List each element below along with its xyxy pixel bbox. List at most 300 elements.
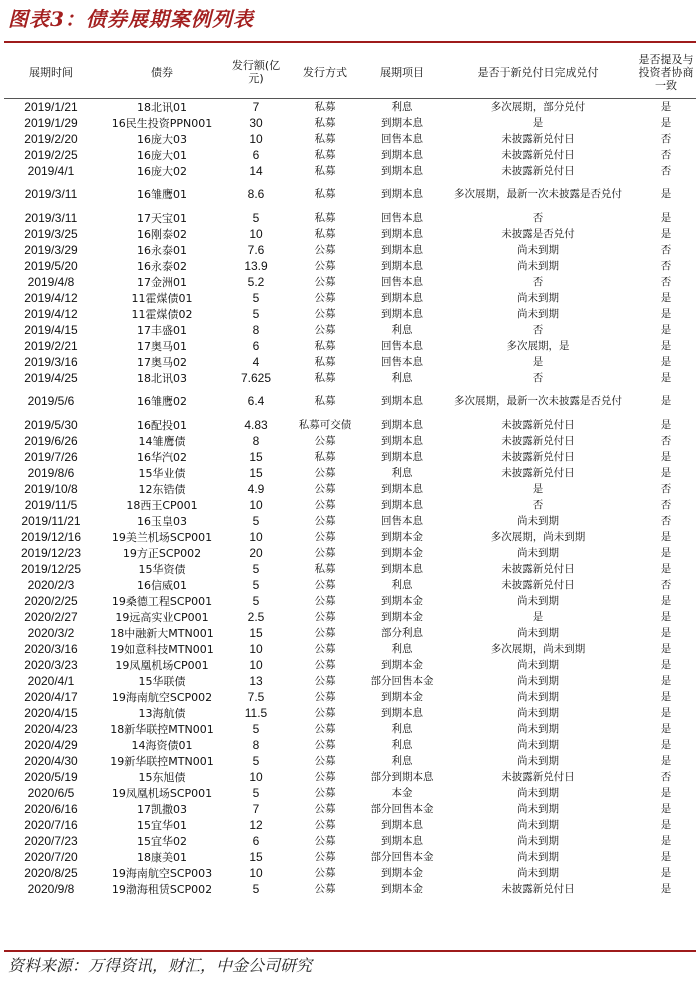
- cell-method: 公募: [314, 275, 336, 288]
- cell-item: 到期本息: [381, 418, 423, 431]
- cell-date: 2020/3/23: [24, 657, 78, 672]
- cell-amount: 5: [252, 785, 260, 800]
- cell-method: 公募: [314, 307, 336, 320]
- cell-amount: 5: [252, 561, 260, 576]
- table-row: [4, 785, 696, 801]
- cell-method: 公募: [314, 690, 336, 703]
- cell-item: 到期本息: [381, 706, 423, 719]
- cell-agree: 是: [660, 754, 672, 767]
- cell-date: 2020/6/5: [27, 785, 75, 800]
- table-row: [4, 242, 696, 258]
- cell-status: 尚未到期: [517, 594, 559, 607]
- cell-status: 未披露新兑付日: [501, 562, 575, 575]
- cell-agree: 否: [660, 132, 672, 145]
- cell-agree: 是: [660, 882, 672, 895]
- cell-date: 2020/7/23: [24, 833, 78, 848]
- cell-agree: 是: [660, 188, 672, 200]
- cell-status: 未披露新兑付日: [501, 882, 575, 895]
- cell-item: 回售本息: [381, 514, 423, 527]
- cell-bond: 19海南航空SCP002: [111, 690, 213, 704]
- cell-method: 公募: [314, 530, 336, 543]
- table-row: [4, 147, 696, 163]
- cell-status: 尚未到期: [517, 259, 559, 272]
- cell-status: 未披露是否兑付: [501, 227, 575, 240]
- table-row: [4, 99, 696, 116]
- cell-date: 2020/6/16: [24, 801, 78, 816]
- cell-item: 利息: [391, 371, 413, 384]
- table-row: [4, 833, 696, 849]
- cell-status: 多次展期，最新一次未披露是否兑付: [454, 395, 622, 407]
- cell-agree: 是: [660, 530, 672, 543]
- cell-item: 到期本金: [381, 610, 423, 623]
- cell-date: 2019/4/15: [24, 322, 78, 337]
- cell-status: 未披露新兑付日: [501, 418, 575, 431]
- table-row: [4, 179, 696, 210]
- cell-date: 2019/4/25: [24, 370, 78, 385]
- table-row: [4, 131, 696, 147]
- cell-method: 私募: [314, 562, 336, 575]
- cell-item: 到期本金: [381, 690, 423, 703]
- table-row: [4, 449, 696, 465]
- cell-amount: 11.5: [244, 705, 268, 720]
- header-method: 发行方式: [286, 46, 364, 99]
- cell-amount: 10: [249, 641, 263, 656]
- table-row: [4, 753, 696, 769]
- cell-agree: 是: [660, 786, 672, 799]
- cell-method: 公募: [314, 323, 336, 336]
- cell-amount: 4.9: [247, 481, 265, 496]
- cell-method: 公募: [314, 850, 336, 863]
- cell-status: 尚未到期: [517, 834, 559, 847]
- cell-amount: 7.625: [240, 370, 272, 385]
- cell-bond: 17天宝01: [137, 211, 187, 225]
- cell-item: 到期本息: [381, 116, 423, 129]
- cell-status: 否: [532, 371, 544, 384]
- header-item: 展期项目: [364, 46, 440, 99]
- cell-agree: 是: [660, 610, 672, 623]
- cell-item: 部分到期本息: [370, 770, 434, 783]
- cell-item: 到期本息: [381, 227, 423, 240]
- cell-amount: 10: [249, 657, 263, 672]
- cell-item: 到期本金: [381, 546, 423, 559]
- table-row: [4, 115, 696, 131]
- cell-agree: 否: [660, 259, 672, 272]
- cell-agree: 是: [660, 690, 672, 703]
- cell-method: 私募: [314, 148, 336, 161]
- cell-item: 部分回售本金: [370, 802, 434, 815]
- table-row: [4, 705, 696, 721]
- cell-status: 否: [532, 323, 544, 336]
- cell-amount: 14: [249, 163, 263, 178]
- cell-date: 2020/2/25: [24, 593, 78, 608]
- cell-agree: 是: [660, 834, 672, 847]
- cell-date: 2019/7/26: [24, 449, 78, 464]
- cell-agree: 是: [660, 658, 672, 671]
- table-row: [4, 561, 696, 577]
- cell-item: 到期本息: [381, 164, 423, 177]
- table-row: [4, 609, 696, 625]
- cell-agree: 是: [660, 355, 672, 368]
- cell-amount: 15: [249, 625, 263, 640]
- cell-agree: 否: [660, 434, 672, 447]
- table-row: [4, 593, 696, 609]
- cell-status: 尚未到期: [517, 850, 559, 863]
- source-note: 资料来源：万得资讯，财汇，中金公司研究: [8, 956, 313, 975]
- cell-item: 到期本息: [381, 307, 423, 320]
- cell-item: 利息: [391, 323, 413, 336]
- cell-bond: 15华业债: [138, 466, 186, 480]
- cell-method: 公募: [314, 770, 336, 783]
- cell-amount: 5: [252, 306, 260, 321]
- cell-agree: 否: [660, 514, 672, 527]
- cell-status: 尚未到期: [517, 514, 559, 527]
- cell-amount: 15: [249, 849, 263, 864]
- cell-bond: 15宜华01: [137, 818, 187, 832]
- cell-date: 2020/4/17: [24, 689, 78, 704]
- cell-date: 2019/8/6: [27, 465, 75, 480]
- cell-status: 否: [532, 275, 544, 288]
- table-row: [4, 226, 696, 242]
- table-row: [4, 481, 696, 497]
- cell-date: 2020/3/2: [27, 625, 75, 640]
- cell-amount: 6: [252, 833, 260, 848]
- cell-date: 2019/5/6: [27, 394, 75, 408]
- cell-agree: 是: [660, 307, 672, 320]
- cell-method: 私募: [314, 116, 336, 129]
- cell-status: 否: [532, 211, 544, 224]
- cell-amount: 13: [249, 673, 263, 688]
- cell-amount: 10: [249, 497, 263, 512]
- cell-amount: 8: [252, 322, 260, 337]
- cell-bond: 19海南航空SCP003: [111, 866, 213, 880]
- cell-method: 公募: [314, 546, 336, 559]
- cell-amount: 6: [252, 338, 260, 353]
- cell-bond: 17金洲01: [137, 275, 187, 289]
- cell-agree: 是: [660, 850, 672, 863]
- cell-agree: 是: [660, 594, 672, 607]
- table-row: [4, 210, 696, 226]
- cell-agree: 是: [660, 100, 672, 113]
- cell-date: 2019/2/20: [24, 131, 78, 146]
- cell-agree: 否: [660, 482, 672, 495]
- cell-method: 公募: [314, 658, 336, 671]
- table-body: [4, 99, 696, 898]
- cell-item: 回售本息: [381, 355, 423, 368]
- cell-bond: 15宜华02: [137, 834, 187, 848]
- cell-method: 公募: [314, 610, 336, 623]
- cell-agree: 是: [660, 418, 672, 431]
- cell-status: 多次展期，尚未到期: [490, 642, 586, 655]
- table-row: [4, 322, 696, 338]
- cell-status: 尚未到期: [517, 658, 559, 671]
- cell-date: 2019/11/21: [21, 513, 81, 528]
- cell-method: 公募: [314, 514, 336, 527]
- cell-method: 私募: [314, 100, 336, 113]
- cell-agree: 是: [660, 706, 672, 719]
- table-row: [4, 737, 696, 753]
- cell-date: 2020/4/30: [24, 753, 78, 768]
- cell-agree: 是: [660, 674, 672, 687]
- cell-bond: 19远高实业CP001: [115, 610, 209, 624]
- cell-bond: 11霍煤债02: [131, 307, 193, 321]
- cell-method: 公募: [314, 786, 336, 799]
- cell-amount: 5: [252, 210, 260, 225]
- cell-item: 到期本息: [381, 562, 423, 575]
- cell-item: 利息: [391, 722, 413, 735]
- table-row: [4, 370, 696, 386]
- cell-agree: 是: [660, 291, 672, 304]
- cell-status: 尚未到期: [517, 738, 559, 751]
- cell-date: 2019/1/21: [24, 99, 78, 114]
- cell-method: 私募可交债: [298, 418, 352, 431]
- cell-date: 2020/4/1: [27, 673, 75, 688]
- table-row: [4, 801, 696, 817]
- cell-amount: 15: [249, 449, 263, 464]
- cell-bond: 12东锆债: [138, 482, 186, 496]
- bottom-divider: [4, 950, 696, 952]
- cell-amount: 5: [252, 290, 260, 305]
- cell-status: 否: [532, 498, 544, 511]
- cell-status: 尚未到期: [517, 291, 559, 304]
- cell-bond: 17奥马01: [137, 339, 187, 353]
- table-header-row: [4, 46, 696, 99]
- cell-status: 是: [532, 355, 544, 368]
- cell-method: 私募: [314, 450, 336, 463]
- table-row: [4, 497, 696, 513]
- cell-amount: 6.4: [247, 394, 265, 408]
- cell-amount: 2.5: [247, 609, 265, 624]
- cell-amount: 10: [249, 226, 263, 241]
- cell-bond: 19渤海租赁SCP002: [111, 882, 213, 896]
- cell-bond: 16雏鹰01: [137, 188, 187, 201]
- cell-method: 公募: [314, 818, 336, 831]
- cell-item: 到期本息: [381, 148, 423, 161]
- cell-agree: 是: [660, 323, 672, 336]
- cell-date: 2019/5/30: [24, 417, 78, 432]
- cell-amount: 5: [252, 577, 260, 592]
- table-row: [4, 529, 696, 545]
- cell-date: 2020/2/27: [24, 609, 78, 624]
- cell-date: 2019/12/25: [20, 561, 82, 576]
- cell-date: 2019/2/21: [24, 338, 78, 353]
- cell-bond: 15华资债: [138, 562, 186, 576]
- cell-agree: 是: [660, 116, 672, 129]
- cell-date: 2020/7/20: [24, 849, 78, 864]
- cell-item: 利息: [391, 738, 413, 751]
- cell-agree: 是: [660, 450, 672, 463]
- cell-status: 未披露新兑付日: [501, 770, 575, 783]
- cell-method: 公募: [314, 738, 336, 751]
- cell-bond: 17奥马02: [137, 355, 187, 369]
- table-row: [4, 721, 696, 737]
- cell-status: 未披露新兑付日: [501, 148, 575, 161]
- cell-method: 公募: [314, 722, 336, 735]
- cell-agree: 是: [660, 802, 672, 815]
- cell-item: 到期本金: [381, 658, 423, 671]
- table-row: [4, 657, 696, 673]
- cell-bond: 16庞大03: [137, 132, 187, 146]
- cell-item: 到期本息: [381, 395, 423, 407]
- cell-status: 尚未到期: [517, 866, 559, 879]
- cell-status: 尚未到期: [517, 546, 559, 559]
- cell-item: 本金: [391, 786, 413, 799]
- cell-method: 公募: [314, 578, 336, 591]
- cell-agree: 是: [660, 371, 672, 384]
- cell-amount: 10: [249, 865, 263, 880]
- cell-status: 尚未到期: [517, 307, 559, 320]
- cell-item: 回售本息: [381, 339, 423, 352]
- cell-date: 2019/4/8: [27, 274, 75, 289]
- cell-method: 私募: [314, 355, 336, 368]
- cell-date: 2019/3/16: [24, 354, 78, 369]
- cell-bond: 16永泰01: [137, 243, 187, 257]
- cell-date: 2020/2/3: [27, 577, 75, 592]
- cell-date: 2020/3/16: [24, 641, 78, 656]
- cell-amount: 5: [252, 881, 260, 896]
- cell-bond: 16配投01: [137, 418, 187, 432]
- table-row: [4, 641, 696, 657]
- cell-date: 2020/8/25: [24, 865, 78, 880]
- title-divider: [4, 41, 696, 43]
- cell-method: 公募: [314, 291, 336, 304]
- table-row: [4, 577, 696, 593]
- cell-bond: 16民生投资PPN001: [111, 116, 213, 130]
- cell-date: 2019/4/12: [24, 290, 78, 305]
- cell-bond: 19凤凰机场SCP001: [111, 786, 213, 800]
- cell-agree: 是: [660, 227, 672, 240]
- table-row: [4, 163, 696, 179]
- cell-agree: 是: [660, 466, 672, 479]
- cell-bond: 13海航债: [138, 706, 186, 720]
- cell-method: 私募: [314, 371, 336, 384]
- cell-status: 尚未到期: [517, 690, 559, 703]
- cell-method: 私募: [314, 339, 336, 352]
- cell-bond: 19桑德工程SCP001: [111, 594, 213, 608]
- cell-amount: 13.9: [244, 258, 268, 273]
- cell-bond: 16庞大02: [137, 164, 187, 178]
- cell-amount: 6: [252, 147, 260, 162]
- cell-agree: 是: [660, 546, 672, 559]
- cell-item: 到期本息: [381, 450, 423, 463]
- cell-bond: 19如意科技MTN001: [110, 642, 214, 656]
- header-bond: 债券: [98, 46, 226, 99]
- cell-method: 公募: [314, 882, 336, 895]
- table-row: [4, 545, 696, 561]
- cell-amount: 7.6: [247, 242, 265, 257]
- cell-agree: 是: [660, 642, 672, 655]
- cell-agree: 是: [660, 738, 672, 751]
- bond-extension-table: [4, 46, 696, 897]
- table-row: [4, 817, 696, 833]
- cell-amount: 4: [252, 354, 260, 369]
- cell-bond: 18北讯01: [137, 100, 187, 114]
- cell-date: 2019/3/29: [24, 242, 78, 257]
- cell-item: 到期本息: [381, 259, 423, 272]
- cell-method: 公募: [314, 482, 336, 495]
- cell-method: 私募: [314, 188, 336, 200]
- cell-method: 私募: [314, 164, 336, 177]
- cell-bond: 17凯撒03: [137, 802, 187, 816]
- cell-bond: 19凤凰机场CP001: [115, 658, 209, 672]
- cell-item: 部分回售本金: [370, 674, 434, 687]
- cell-item: 到期本息: [381, 834, 423, 847]
- cell-date: 2019/2/25: [24, 147, 78, 162]
- figure-title: 图表3：债券展期案例列表: [8, 7, 254, 31]
- cell-item: 利息: [391, 754, 413, 767]
- cell-bond: 18康美01: [137, 850, 187, 864]
- cell-agree: 否: [660, 148, 672, 161]
- cell-agree: 是: [660, 722, 672, 735]
- cell-method: 公募: [314, 434, 336, 447]
- cell-method: 私募: [314, 132, 336, 145]
- cell-date: 2020/7/16: [24, 817, 78, 832]
- cell-status: 未披露新兑付日: [501, 466, 575, 479]
- cell-bond: 19新华联控MTN001: [110, 754, 214, 768]
- cell-status: 尚未到期: [517, 243, 559, 256]
- cell-method: 公募: [314, 674, 336, 687]
- cell-status: 尚未到期: [517, 722, 559, 735]
- cell-date: 2020/4/29: [24, 737, 78, 752]
- cell-method: 公募: [314, 466, 336, 479]
- cell-agree: 是: [660, 818, 672, 831]
- cell-item: 到期本金: [381, 882, 423, 895]
- cell-bond: 18西王CP001: [126, 498, 198, 512]
- cell-amount: 15: [249, 465, 263, 480]
- table-row: [4, 673, 696, 689]
- table-row: [4, 290, 696, 306]
- cell-amount: 30: [249, 115, 263, 130]
- cell-bond: 14海资债01: [131, 738, 193, 752]
- cell-item: 到期本息: [381, 243, 423, 256]
- cell-item: 回售本息: [381, 211, 423, 224]
- cell-bond: 16信威01: [137, 578, 187, 592]
- cell-bond: 15华联债: [138, 674, 186, 688]
- cell-amount: 5: [252, 753, 260, 768]
- cell-bond: 16永泰02: [137, 259, 187, 273]
- cell-agree: 否: [660, 164, 672, 177]
- cell-bond: 17丰盛01: [137, 323, 187, 337]
- cell-bond: 19方正SCP002: [122, 546, 202, 560]
- cell-method: 公募: [314, 834, 336, 847]
- table-row: [4, 338, 696, 354]
- cell-agree: 否: [660, 770, 672, 783]
- cell-item: 到期本金: [381, 530, 423, 543]
- cell-status: 多次展期，尚未到期: [490, 530, 586, 543]
- table-row: [4, 274, 696, 290]
- cell-amount: 5: [252, 593, 260, 608]
- cell-status: 未披露新兑付日: [501, 132, 575, 145]
- cell-date: 2019/3/11: [24, 210, 78, 225]
- cell-method: 公募: [314, 866, 336, 879]
- cell-item: 到期本息: [381, 291, 423, 304]
- cell-bond: 18中融新大MTN001: [110, 626, 214, 640]
- cell-date: 2019/6/26: [24, 433, 78, 448]
- cell-item: 部分利息: [381, 626, 423, 639]
- cell-status: 尚未到期: [517, 626, 559, 639]
- cell-method: 私募: [314, 395, 336, 407]
- cell-amount: 12: [249, 817, 263, 832]
- header-date: 展期时间: [4, 46, 98, 99]
- cell-method: 公募: [314, 594, 336, 607]
- cell-status: 尚未到期: [517, 802, 559, 815]
- cell-date: 2019/11/5: [24, 497, 78, 512]
- cell-agree: 是: [660, 866, 672, 879]
- cell-date: 2019/10/8: [24, 481, 78, 496]
- table-row: [4, 689, 696, 705]
- cell-date: 2019/3/25: [24, 226, 78, 241]
- table-row: [4, 386, 696, 417]
- cell-bond: 14雏鹰债: [138, 434, 186, 448]
